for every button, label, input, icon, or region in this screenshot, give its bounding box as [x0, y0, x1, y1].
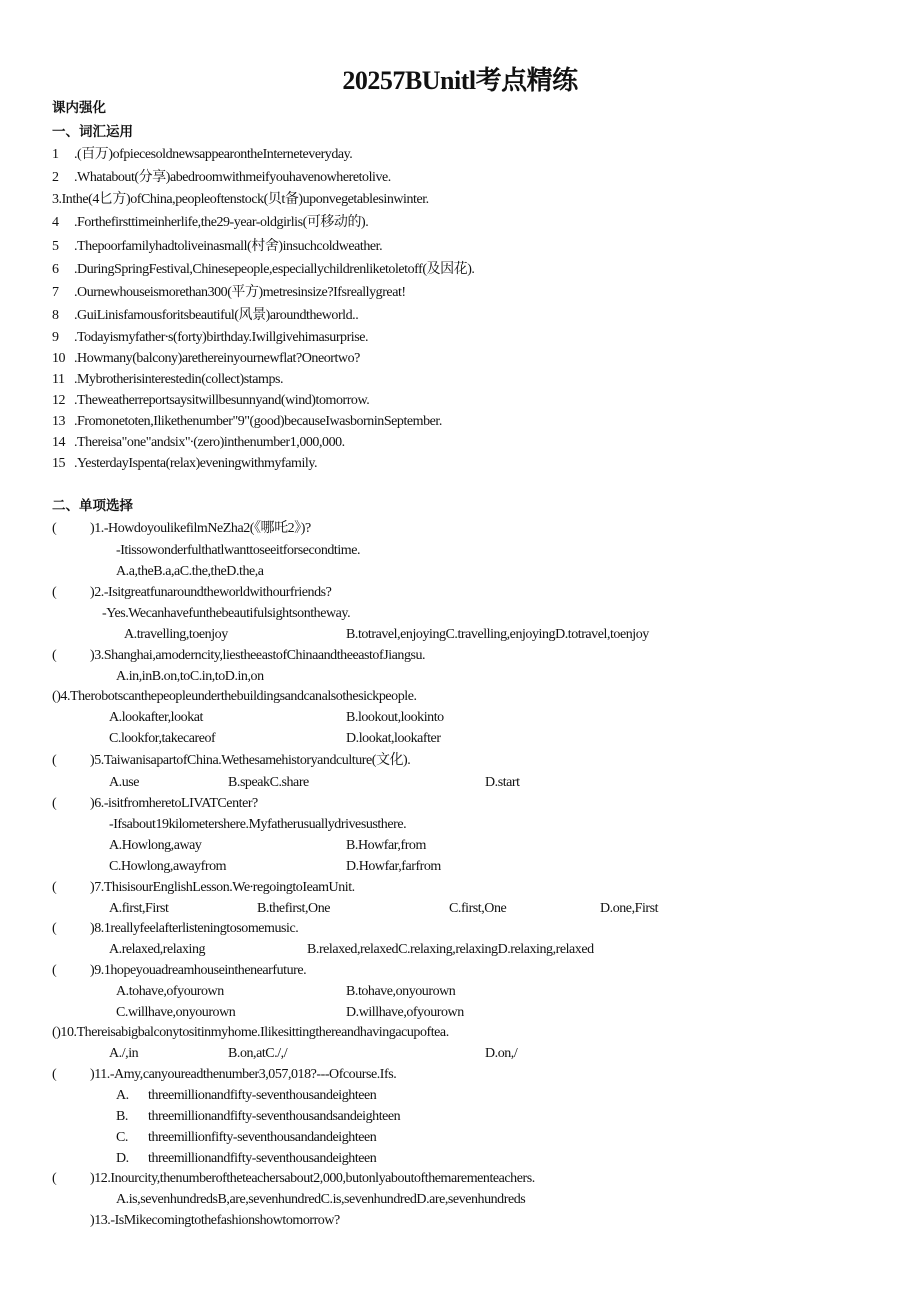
vocab-item: 11 .Mybrotherisinterestedin(collect)stamps. — [52, 372, 284, 387]
vocab-item: 13 .Fromonetoten,Ilikethenumber"9"(good)becauseIwasborninSeptember. — [52, 414, 442, 429]
question-6-option-c: C.Howlong,awayfrom — [109, 859, 227, 874]
question-9-option-d: D.willhave,ofyourown — [346, 1005, 464, 1020]
question-8-option-a: A.relaxed,relaxing — [109, 942, 206, 957]
question-10-option-bc: B.on,atC./,/ — [228, 1046, 288, 1061]
question-8-option-b: B.relaxed,relaxedC.relaxing,relaxingD.relaxing,relaxed — [307, 942, 594, 957]
vocab-item: 9 .Todayismyfather∙s(forty)birthday.Iwillgivehimasurprise. — [52, 330, 369, 345]
vocab-item: 10 .Howmany(balcony)arethereinyournewflat?Oneortwo? — [52, 351, 360, 366]
question-11-option: D. threemillionandfifty-seventhousandeighteen — [116, 1151, 377, 1166]
question-3-options: A.in,inB.on,toC.in,toD.in,on — [116, 669, 264, 684]
question-7: ( )7.ThisisourEnglishLesson.We∙regoingtoIeamUnit. — [52, 880, 355, 895]
question-6-option-a: A.Howlong,away — [109, 838, 202, 853]
question-1-answer: -Itissowonderfulthatlwanttoseeitforsecondtime. — [116, 543, 361, 558]
question-9-option-a: A.tohave,ofyourown — [116, 984, 224, 999]
vocab-item: 6 .DuringSpringFestival,Chinesepeople,especiallychildrenliketoletoff(及因花). — [52, 262, 475, 277]
question-13: )13.-IsMikecomingtothefashionshowtomorrow? — [90, 1213, 340, 1228]
question-11-option: B. threemillionandfifty-seventhousandsandeighteen — [116, 1109, 401, 1124]
question-6-answer: -Ifsabout19kilometershere.Myfatherusuallydrivesusthere. — [109, 817, 407, 832]
section-label: 课内强化 — [52, 100, 106, 116]
question-4-option-d: D.lookat,lookafter — [346, 731, 441, 746]
question-4-option-c: C.lookfor,takecareof — [109, 731, 216, 746]
part1-heading: 一、词汇运用 — [52, 124, 133, 140]
question-4: ()4.Therobotscanthepeopleunderthebuildingsandcanalsothesickpeople. — [52, 689, 417, 704]
question-10-option-d: D.on,/ — [485, 1046, 518, 1061]
question-8: ( )8.1reallyfeelafterlisteningtosomemusic. — [52, 921, 299, 936]
question-12: ( )12.Inourcity,thenumberoftheteachersabout2,000,butonlyaboutofthemarementeachers. — [52, 1171, 535, 1186]
vocab-item: 14 .Thereisa"one"andsix"∙(zero)inthenumber1,000,000. — [52, 435, 345, 450]
question-6-option-d: D.Howfar,farfrom — [346, 859, 441, 874]
question-5-option-d: D.start — [485, 775, 520, 790]
question-2: ( )2.-Isitgreatfunaroundtheworldwithourfriends? — [52, 585, 332, 600]
vocab-item: 1 .(百万)ofpiecesoldnewsappearontheInterneteveryday. — [52, 147, 353, 162]
vocab-item: 3.Inthe(4匕方)ofChina,peopleoftenstock(贝t备)uponvegetablesinwinter. — [52, 192, 429, 207]
question-6: ( )6.-isitfromheretoLIVATCenter? — [52, 796, 258, 811]
question-3: ( )3.Shanghai,amoderncity,liestheeastofChinaandtheeastofJiangsu. — [52, 648, 426, 663]
question-1: ( )1.-HowdoyoulikefilmNeZha2(《哪吒2》)? — [52, 521, 311, 536]
question-11-option: C. threemillionfifty-seventhousandandeighteen — [116, 1130, 377, 1145]
page-title: 20257BUnitl考点精练 — [342, 66, 578, 95]
question-7-option-d: D.one,First — [600, 901, 659, 916]
question-12-options: A.is,sevenhundredsB,are,sevenhundredC.is,sevenhundredD.are,sevenhundreds — [116, 1192, 526, 1207]
question-5-option-bc: B.speakC.share — [228, 775, 309, 790]
vocab-item: 2 .Whatabout(分享)abedroomwithmeifyouhavenowheretolive. — [52, 170, 391, 185]
question-9-option-b: B.tohave,onyourown — [346, 984, 456, 999]
question-2-option-a: A.travelling,toenjoy — [124, 627, 228, 642]
question-11-option: A. threemillionandfifty-seventhousandeighteen — [116, 1088, 377, 1103]
question-9: ( )9.1hopeyouadreamhouseinthenearfuture. — [52, 963, 307, 978]
question-2-answer: -Yes.Wecanhavefunthebeautifulsightsontheway. — [102, 606, 351, 621]
question-2-option-b: B.totravel,enjoyingC.travelling,enjoyingD.totravel,toenjoy — [346, 627, 649, 642]
question-5: ( )5.TaiwanisapartofChina.Wethesamehistoryandculture(文化). — [52, 753, 411, 768]
question-7-option-c: C.first,One — [449, 901, 507, 916]
question-1-options: A.a,theB.a,aC.the,theD.the,a — [116, 564, 264, 579]
question-4-option-b: B.lookout,lookinto — [346, 710, 444, 725]
vocab-item: 8 .GuiLinisfamousforitsbeautiful(风景)aroundtheworld.. — [52, 308, 359, 323]
vocab-item: 4 .Forthefirsttimeinherlife,the29-year-oldgirlis(可移动的). — [52, 215, 369, 230]
question-7-option-b: B.thefirst,One — [257, 901, 331, 916]
vocab-item: 15 .YesterdayIspenta(relax)eveningwithmyfamily. — [52, 456, 318, 471]
part2-heading: 二、单项选择 — [52, 498, 133, 514]
vocab-item: 7 .Ournewhouseismorethan300(平方)metresinsize?Ifsreallygreat! — [52, 285, 406, 300]
question-6-option-b: B.Howfar,from — [346, 838, 426, 853]
question-9-option-c: C.willhave,onyourown — [116, 1005, 236, 1020]
question-10-option-a: A./,in — [109, 1046, 139, 1061]
question-11: ( )11.-Amy,canyoureadthenumber3,057,018?---Ofcourse.Ifs. — [52, 1067, 397, 1082]
vocab-item: 5 .Thepoorfamilyhadtoliveinasmall(村舍)insuchcoldweather. — [52, 239, 383, 254]
question-5-option-a: A.use — [109, 775, 140, 790]
vocab-item: 12 .Theweatherreportsaysitwillbesunnyand(wind)tomorrow. — [52, 393, 370, 408]
question-4-option-a: A.lookafter,lookat — [109, 710, 203, 725]
question-7-option-a: A.first,First — [109, 901, 169, 916]
question-10: ()10.Thereisabigbalconytositinmyhome.Ilikesittingthereandhavingacupoftea. — [52, 1025, 449, 1040]
